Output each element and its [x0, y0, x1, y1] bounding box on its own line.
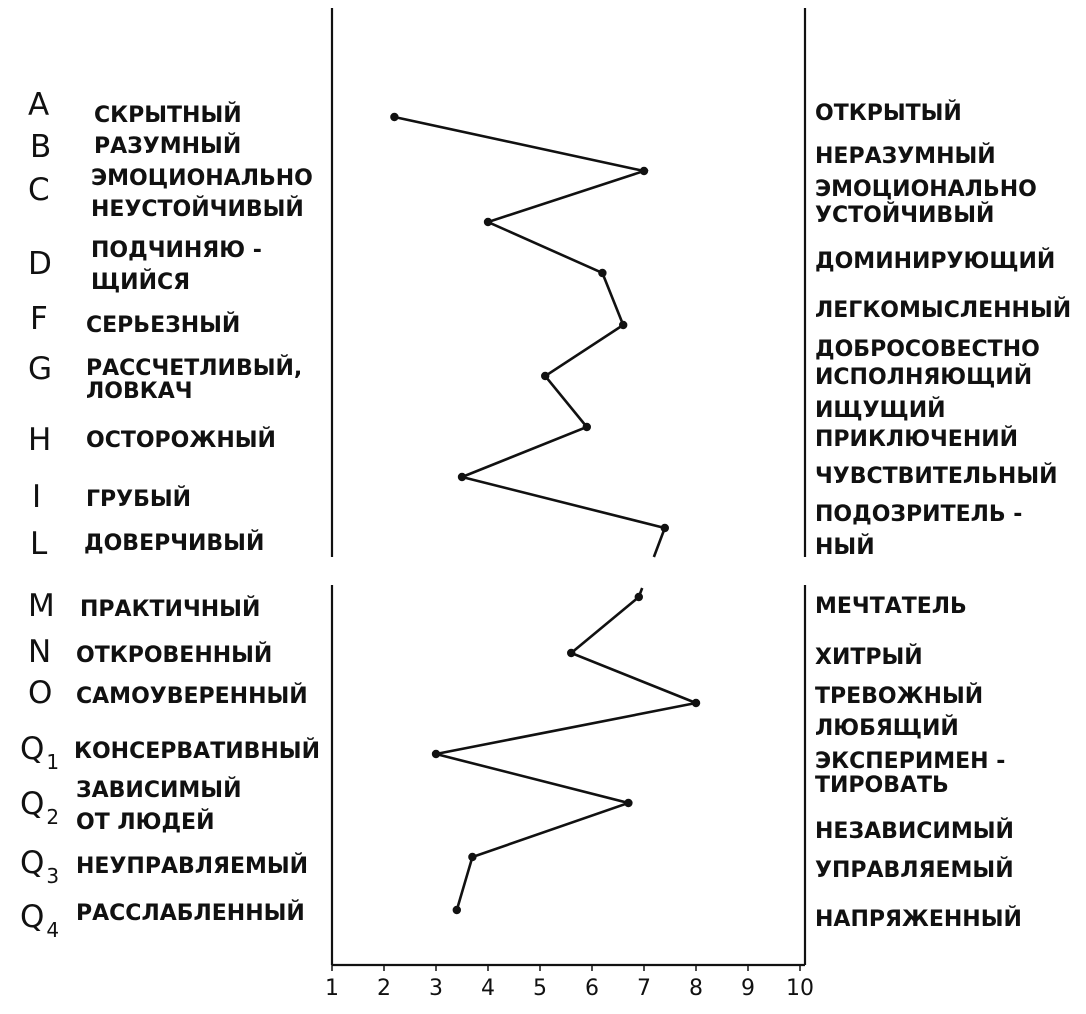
left-pole-label: ОСТОРОЖНЫЙ	[86, 428, 276, 453]
factor-code: Q $_4$	[20, 899, 60, 942]
data-point-H	[583, 423, 591, 431]
profile-line-upper	[394, 117, 664, 557]
right-pole-label: ОТКРЫТЫЙ	[815, 101, 962, 126]
data-point-F	[619, 321, 627, 329]
right-pole-label: ХИТРЫЙ	[815, 645, 923, 670]
x-tick-label: 10	[786, 976, 814, 1001]
left-pole-label: РАССЛАБЛЕННЫЙ	[76, 901, 305, 926]
left-pole-label: РАССЧЕТЛИВЫЙ,	[86, 356, 303, 381]
factor-code: I	[32, 479, 42, 515]
left-pole-label: НЕУСТОЙЧИВЫЙ	[91, 197, 304, 222]
right-pole-label: ПРИКЛЮЧЕНИЙ	[815, 427, 1019, 452]
factor-code: L	[30, 526, 48, 562]
x-axis-ticks	[325, 965, 814, 1001]
left-pole-label: СКРЫТНЫЙ	[94, 103, 242, 128]
factor-code: F	[30, 301, 48, 337]
data-point-A	[390, 113, 398, 121]
factor-code: Q $_1$	[20, 731, 60, 774]
left-pole-label: СЕРЬЕЗНЫЙ	[86, 313, 241, 338]
right-pole-label: НЕЗАВИСИМЫЙ	[815, 819, 1014, 844]
right-pole-label: ДОБРОСОВЕСТНО	[815, 337, 1040, 362]
x-tick-label: 3	[429, 976, 443, 1001]
data-point-M	[635, 593, 643, 601]
right-pole-label: МЕЧТАТЕЛЬ	[815, 594, 967, 619]
left-pole-label: ДОВЕРЧИВЫЙ	[84, 531, 265, 556]
right-pole-label: ЭМОЦИОНАЛЬНО	[815, 177, 1037, 202]
x-tick-label: 1	[325, 976, 339, 1001]
left-pole-label: ОТ ЛЮДЕЙ	[76, 810, 215, 835]
factor-code: N	[28, 634, 52, 670]
data-point-B	[640, 167, 648, 175]
data-point-N	[567, 649, 575, 657]
right-pole-label: ТИРОВАТЬ	[815, 773, 949, 798]
data-point-L	[661, 524, 669, 532]
right-pole-label: НЕРАЗУМНЫЙ	[815, 144, 996, 169]
right-pole-label: ПОДОЗРИТЕЛЬ -	[815, 502, 1023, 527]
factor-labels	[20, 87, 1071, 942]
left-pole-label: ГРУБЫЙ	[86, 487, 192, 512]
data-point-O	[692, 699, 700, 707]
right-pole-label: ЛЮБЯЩИЙ	[815, 716, 959, 741]
data-point-C	[484, 218, 492, 226]
right-pole-label: УПРАВЛЯЕМЫЙ	[815, 858, 1014, 883]
right-pole-label: НЫЙ	[815, 535, 875, 560]
left-pole-label: САМОУВЕРЕННЫЙ	[76, 684, 308, 709]
data-point-Q3	[468, 853, 476, 861]
left-pole-label: ПОДЧИНЯЮ -	[91, 238, 262, 263]
data-point-G	[541, 372, 549, 380]
left-pole-label: РАЗУМНЫЙ	[94, 134, 242, 159]
data-point-I	[458, 473, 466, 481]
factor-code: M	[28, 588, 55, 624]
left-pole-label: ОТКРОВЕННЫЙ	[76, 643, 273, 668]
x-tick-label: 7	[637, 976, 651, 1001]
right-pole-label: НАПРЯЖЕННЫЙ	[815, 907, 1022, 932]
left-pole-label: ЗАВИСИМЫЙ	[76, 778, 242, 803]
left-pole-label: ПРАКТИЧНЫЙ	[80, 597, 261, 622]
profile-line-lower	[436, 588, 696, 910]
right-pole-label: ЧУВСТВИТЕЛЬНЫЙ	[815, 464, 1058, 489]
left-pole-label: ЩИЙСЯ	[91, 270, 191, 295]
x-tick-label: 2	[377, 976, 391, 1001]
right-pole-label: УСТОЙЧИВЫЙ	[815, 203, 995, 228]
x-tick-label: 5	[533, 976, 547, 1001]
factor-code: Q $_3$	[20, 845, 60, 888]
profile-line	[390, 113, 700, 914]
right-pole-label: ТРЕВОЖНЫЙ	[815, 684, 984, 709]
right-pole-label: ЭКСПЕРИМЕН -	[815, 749, 1006, 774]
right-pole-label: ИЩУЩИЙ	[815, 398, 946, 423]
left-pole-label: ЭМОЦИОНАЛЬНО	[91, 166, 313, 191]
factor-code: Q $_2$	[20, 786, 60, 829]
chart-frame	[332, 8, 805, 965]
data-point-Q2	[624, 799, 632, 807]
right-pole-label: ЛЕГКОМЫСЛЕННЫЙ	[815, 298, 1072, 323]
data-point-D	[598, 269, 606, 277]
right-pole-label: ДОМИНИРУЮЩИЙ	[815, 249, 1056, 274]
factor-code: D	[28, 246, 52, 282]
data-point-Q1	[432, 750, 440, 758]
factor-code: C	[28, 172, 50, 208]
factor-code: H	[28, 422, 52, 458]
x-tick-label: 4	[481, 976, 495, 1001]
left-pole-label: ЛОВКАЧ	[86, 379, 193, 404]
x-tick-label: 6	[585, 976, 599, 1001]
factor-code: G	[28, 351, 53, 387]
factor-code: O	[28, 675, 53, 711]
data-point-Q4	[453, 906, 461, 914]
left-pole-label: КОНСЕРВАТИВНЫЙ	[74, 739, 320, 764]
left-pole-label: НЕУПРАВЛЯЕМЫЙ	[76, 854, 309, 879]
x-tick-label: 8	[689, 976, 703, 1001]
factor-code: A	[28, 87, 50, 123]
x-tick-label: 9	[741, 976, 755, 1001]
right-pole-label: ИСПОЛНЯЮЩИЙ	[815, 365, 1033, 390]
factor-code: B	[30, 129, 52, 165]
